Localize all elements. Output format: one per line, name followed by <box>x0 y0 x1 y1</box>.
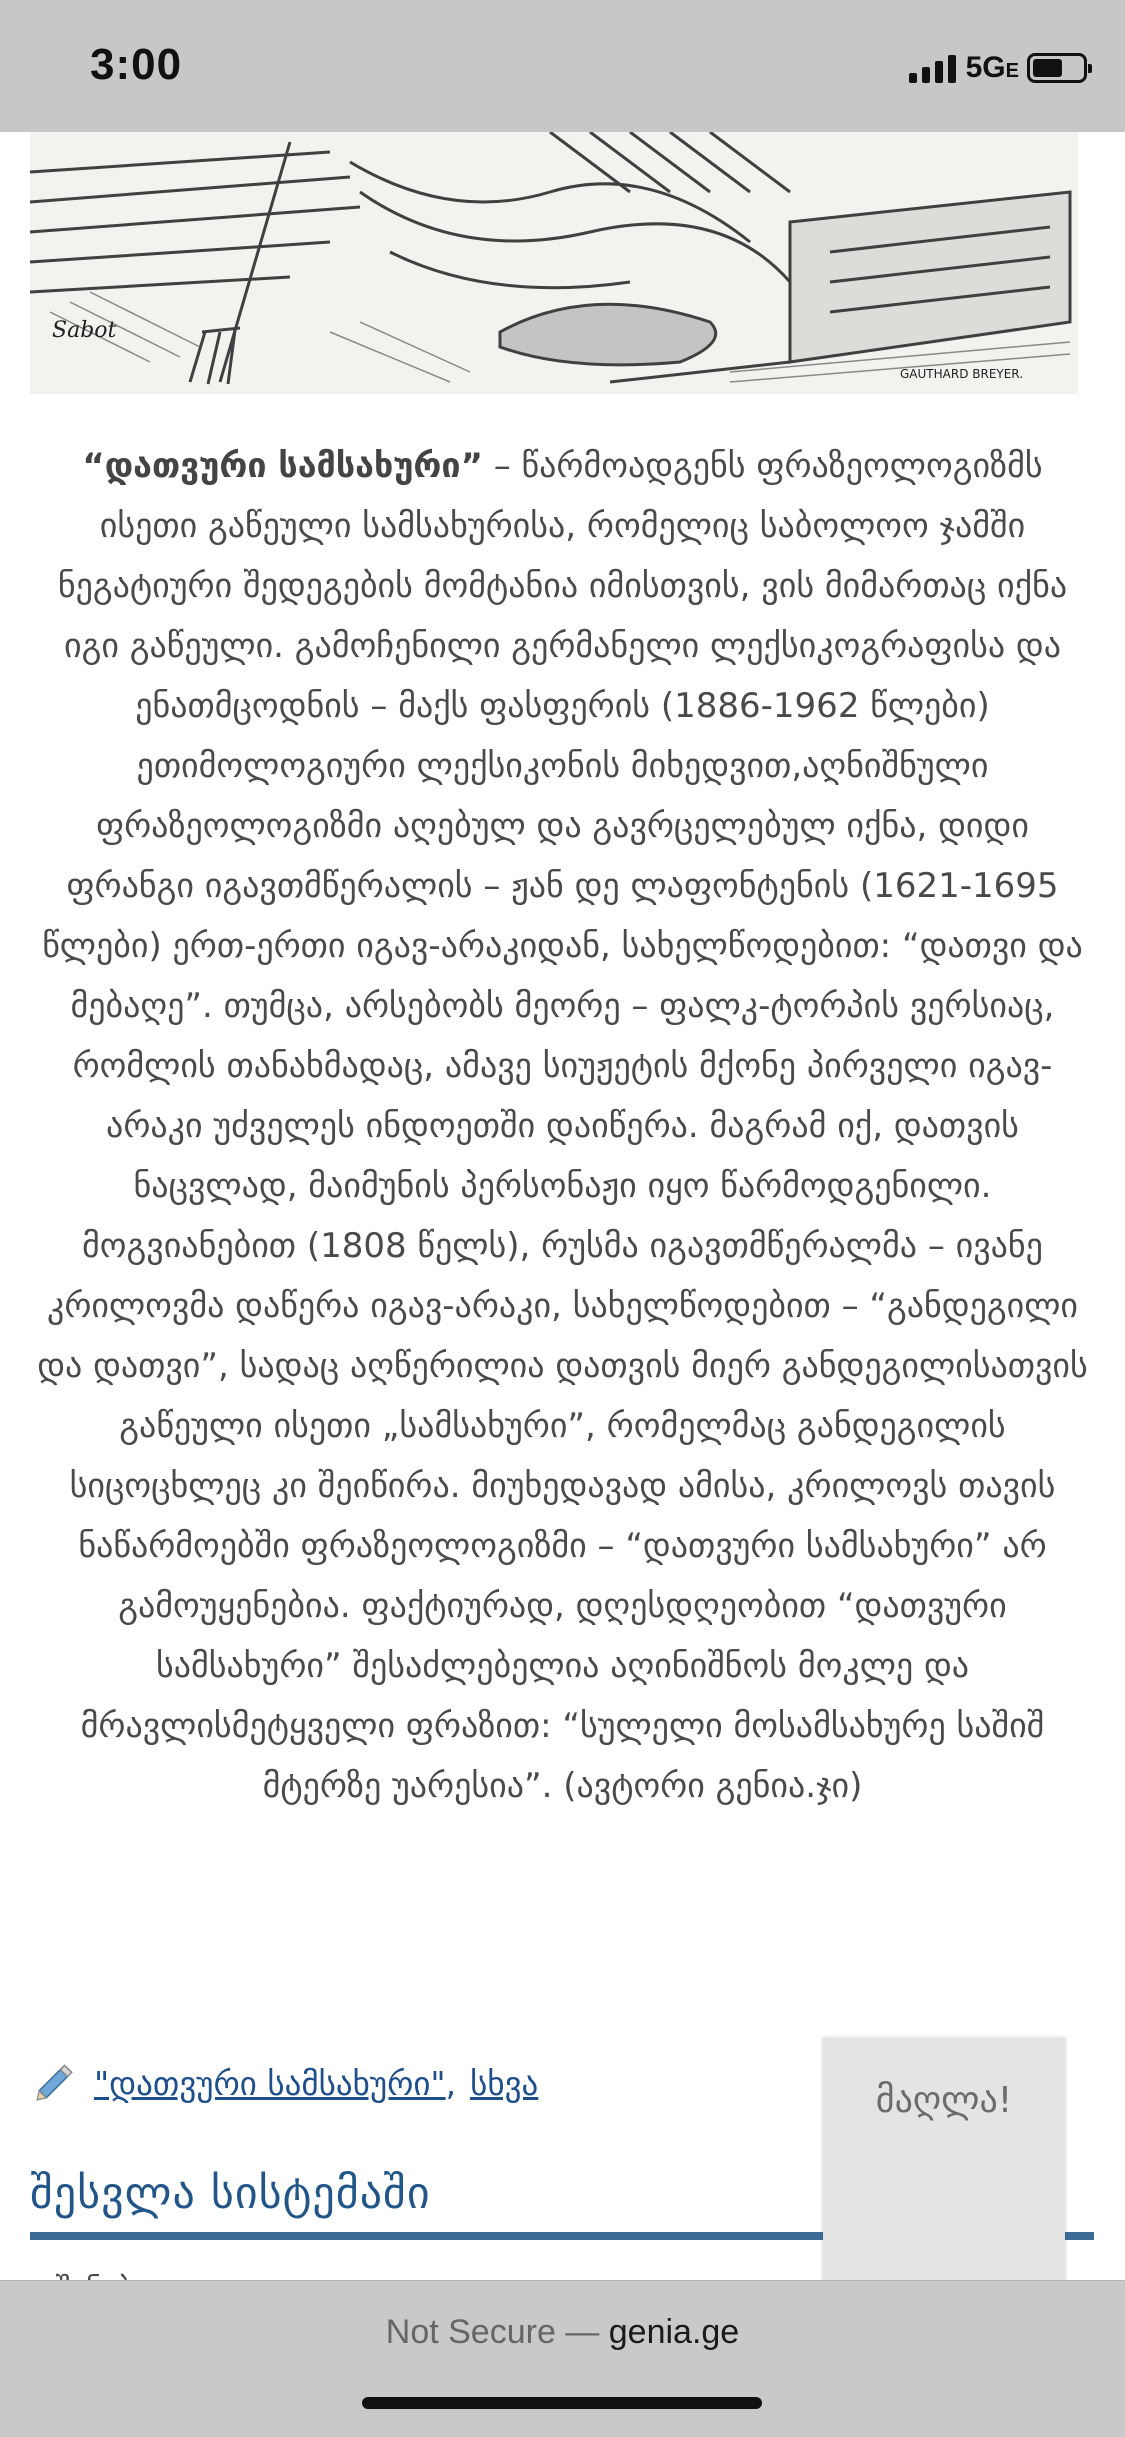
engraving-illustration <box>30 132 1078 394</box>
status-indicators <box>909 48 1087 88</box>
pencil-icon <box>28 2057 80 2109</box>
browser-bottom-bar <box>0 2280 1125 2437</box>
tag-link-skhva[interactable]: სხვა <box>470 2063 539 2103</box>
battery-fill <box>1033 59 1062 77</box>
tags-row <box>28 2055 538 2111</box>
security-label: Not Secure — <box>385 2313 600 2351</box>
article-title: “დათვური სამსახური” <box>82 446 483 486</box>
status-time: 3:00 <box>90 40 183 89</box>
back-to-top-button[interactable] <box>823 2038 1065 2288</box>
network-label: 5G <box>965 51 1006 84</box>
article-text <box>30 436 1095 1816</box>
network-suffix: E <box>1005 60 1019 82</box>
url-host: genia.ge <box>608 2313 740 2351</box>
signature-left: Sabot <box>52 318 117 343</box>
login-section-heading: შესვლა სისტემაში <box>30 2168 431 2219</box>
status-bar <box>0 0 1125 132</box>
article-body: – წარმოადგენს ფრაზეოლოგიზმს ისეთი გაწეული სამსახურისა, რომელიც საბოლოო ჯამში ნეგატიური შედეგების მომტანია იმისთვის, ვის მიმართაც იქნა იგი გაწეული. გამოჩენილი გერმანელი ლექსიკოგრაფისა და ენათმცოდნის – მაქს ფასფერის (1886-1962 წლები) ეთიმოლოგიური ლექსიკონის მიხედვით,აღნიშნული ფრაზეოლოგიზმი აღებულ და გავრცელებულ იქნა, დიდი ფრანგი იგავთმწერალის – ჟან დე ლაფონტენის (1621-1695 წლები) ერთ-ერთი იგავ-არაკიდან, სახელწოდებით: “დათვი და მებაღე”. თუმცა, არსებობს მეორე – ფალკ-ტორპის ვერსიაც, რომლის თანახმადაც, ამავე სიუჟეტის მქონე პირველი იგავ-არაკი უძველეს ინდოეთში დაიწერა. მაგრამ იქ, დათვის ნაცვლად, მაიმუნის პერსონაჟი იყო წარმოდგენილი. მოგვიანებით (1808 წელს), რუსმა იგავთმწერალმა – ივანე კრილოვმა დაწერა იგავ-არაკი, სახელწოდებით – “განდეგილი და დათვი”, სადაც აღწერილია დათვის მიერ განდეგილისათვის გაწეული ისეთი „სამსახური”, რომელმაც განდეგილის სიცოცხლეც კი შეიწირა. მიუხედავად ამისა, კრილოვს თავის ნაწარმოებში ფრაზეოლოგიზმი – “დათვური სამსახური” არ გამოუყენებია. ფაქტიურად, დღესდღეობით “დათვური სამსახური” შესაძლებელია აღინიშნოს მოკლე და მრავლისმეტყველი ფრაზით: “სულელი მოსამსახურე საშიშ მტერზე უარესია”. (ავტორი გენია.ჯი) <box>37 446 1088 1806</box>
signature-right: GAUTHARD BREYER. <box>900 367 1024 381</box>
tag-link-datvuri-samsakhuri[interactable]: "დათვური სამსახური" <box>94 2063 446 2103</box>
tag-separator: , <box>445 2063 457 2103</box>
article-illustration <box>30 132 1078 394</box>
network-indicator <box>966 51 1019 85</box>
home-indicator[interactable] <box>362 2397 762 2409</box>
signal-icon <box>909 53 956 83</box>
address-bar[interactable] <box>0 2313 1125 2352</box>
battery-icon <box>1027 53 1087 83</box>
back-to-top-label: მაღლა! <box>875 2080 1013 2121</box>
